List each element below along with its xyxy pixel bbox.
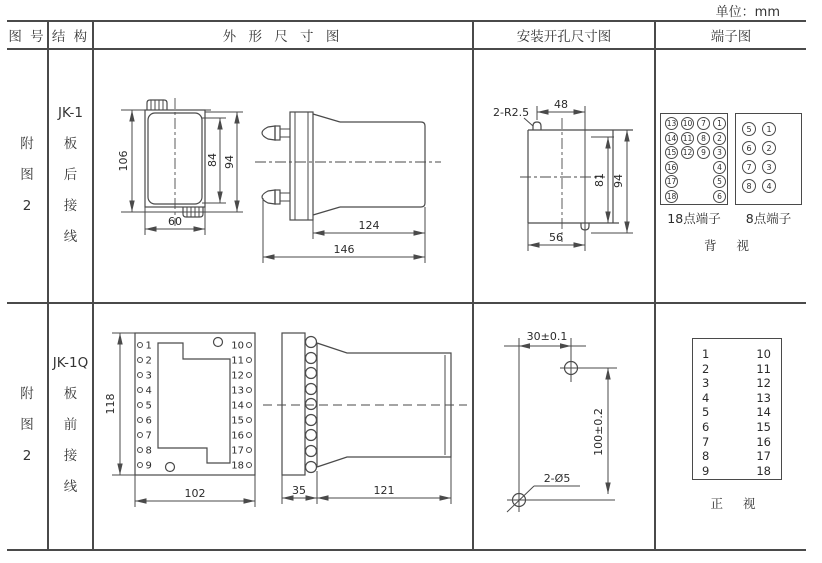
row2-outline-drawing — [93, 302, 473, 550]
dim-width: 102 — [184, 487, 206, 500]
svg-text:11: 11 — [231, 355, 244, 367]
dim-hole-top: 48 — [554, 98, 568, 111]
svg-text:18: 18 — [231, 460, 244, 472]
header-install: 安装开孔尺寸图 — [516, 29, 612, 45]
front-terminal-numbers-left — [138, 341, 152, 472]
row1-terminal-cell — [655, 48, 806, 302]
terminal-8pt-label: 8点端子 — [745, 211, 792, 226]
row2-structure: JK-1Q 板 前 接 线 — [52, 354, 89, 495]
terminal-pin: 1 — [713, 117, 726, 130]
svg-text:7: 7 — [145, 430, 152, 442]
terminal-18pt-box — [660, 113, 728, 205]
dim-hole-vertical: 100±0.2 — [592, 408, 605, 456]
svg-text:8: 8 — [145, 445, 152, 457]
terminal-right-column: 10 11 12 13 14 15 16 17 18 — [756, 347, 771, 478]
row1-install-drawing — [473, 48, 655, 302]
terminal-front-box — [692, 338, 782, 480]
dim-width: 60 — [168, 215, 182, 228]
dim-body-depth: 121 — [373, 484, 395, 497]
dim-height: 106 — [117, 150, 130, 172]
terminal-18pt-label: 18点端子 — [667, 211, 721, 226]
svg-text:14: 14 — [231, 400, 244, 412]
holes-diameter-label: 2-Ø5 — [543, 472, 571, 485]
header-fig-no: 图 号 — [8, 29, 46, 45]
terminal-pin: 6 — [742, 141, 756, 155]
svg-text:1: 1 — [145, 340, 152, 352]
terminal-pin: 5 — [742, 122, 756, 136]
svg-text:12: 12 — [231, 370, 244, 382]
dim-hole-bottom: 56 — [549, 231, 563, 244]
svg-text:6: 6 — [145, 415, 152, 427]
terminal-pin: 18 — [666, 191, 677, 201]
row2-install-drawing — [473, 302, 655, 550]
unit-label: 单位：mm — [715, 5, 780, 20]
dim-hole-outer-height: 94 — [612, 174, 625, 188]
terminal-pin: 2 — [762, 141, 776, 155]
terminal-pin: 12 — [682, 148, 693, 157]
terminal-pin: 13 — [666, 119, 677, 128]
dim-body-depth: 124 — [358, 219, 380, 232]
terminal-pin: 17 — [666, 177, 677, 186]
terminal-left-column: 1 2 3 4 5 6 7 8 9 — [702, 347, 710, 478]
dim-total-depth: 146 — [333, 243, 355, 256]
dim-hole-inner-height: 81 — [593, 173, 606, 187]
terminal-8pt-grid — [736, 114, 801, 193]
terminal-pin: 16 — [666, 162, 677, 172]
terminal-pin: 10 — [682, 119, 693, 128]
header-terminal: 端子图 — [710, 29, 752, 45]
terminal-pin: 6 — [713, 190, 726, 203]
terminal-front-grid — [693, 339, 781, 478]
terminal-pin: 9 — [697, 146, 710, 159]
svg-text:13: 13 — [231, 385, 244, 397]
terminal-pin: 14 — [666, 133, 677, 143]
terminal-pin: 8 — [697, 132, 710, 145]
dim-inner-height: 84 — [206, 153, 219, 167]
dim-hole-horizontal: 30±0.1 — [526, 330, 568, 343]
dim-outer-height: 94 — [223, 155, 236, 169]
front-view — [104, 333, 255, 507]
row2-figure-number: 附 图 2 — [20, 385, 34, 464]
svg-text:2: 2 — [145, 355, 152, 367]
terminal-pin: 5 — [713, 175, 726, 188]
row1-figure-number: 附 图 2 — [20, 135, 34, 214]
row1-outline-drawing — [93, 48, 473, 302]
terminal-pin: 3 — [762, 160, 776, 174]
row1-view-label: 背 视 — [704, 238, 757, 253]
svg-text:5: 5 — [145, 400, 152, 412]
terminal-pin: 4 — [762, 179, 776, 193]
row2-view-label: 正 视 — [710, 496, 764, 511]
svg-text:17: 17 — [231, 445, 244, 457]
svg-text:16: 16 — [231, 430, 244, 442]
terminal-pin: 8 — [742, 179, 756, 193]
terminal-pin: 2 — [713, 132, 726, 145]
front-view — [117, 98, 243, 235]
svg-text:15: 15 — [231, 415, 244, 427]
header-structure: 结 构 — [51, 29, 90, 45]
svg-text:9: 9 — [145, 460, 152, 472]
terminal-pin: 1 — [762, 122, 776, 136]
terminal-pin: 11 — [682, 133, 693, 143]
svg-text:3: 3 — [145, 370, 152, 382]
side-view — [255, 112, 441, 263]
terminal-pin: 7 — [742, 160, 756, 174]
dim-height: 118 — [104, 393, 117, 415]
header-outline: 外 形 尺 寸 图 — [222, 29, 344, 45]
slot-radius-label: 2-R2.5 — [493, 106, 530, 119]
row2-terminal-cell — [655, 302, 806, 550]
terminal-8pt-box — [735, 113, 802, 205]
row1-structure: JK-1 板 后 接 线 — [58, 104, 83, 245]
terminal-pin: 7 — [697, 117, 710, 130]
terminal-pin: 15 — [666, 148, 677, 157]
svg-text:4: 4 — [145, 385, 152, 397]
front-terminal-numbers-right — [231, 341, 251, 472]
terminal-pin: 3 — [713, 146, 726, 159]
side-view — [263, 333, 467, 504]
terminal-pin: 4 — [713, 161, 726, 174]
svg-text:10: 10 — [231, 340, 244, 352]
dim-panel-depth: 35 — [292, 484, 306, 497]
terminal-18pt-grid — [661, 114, 727, 203]
